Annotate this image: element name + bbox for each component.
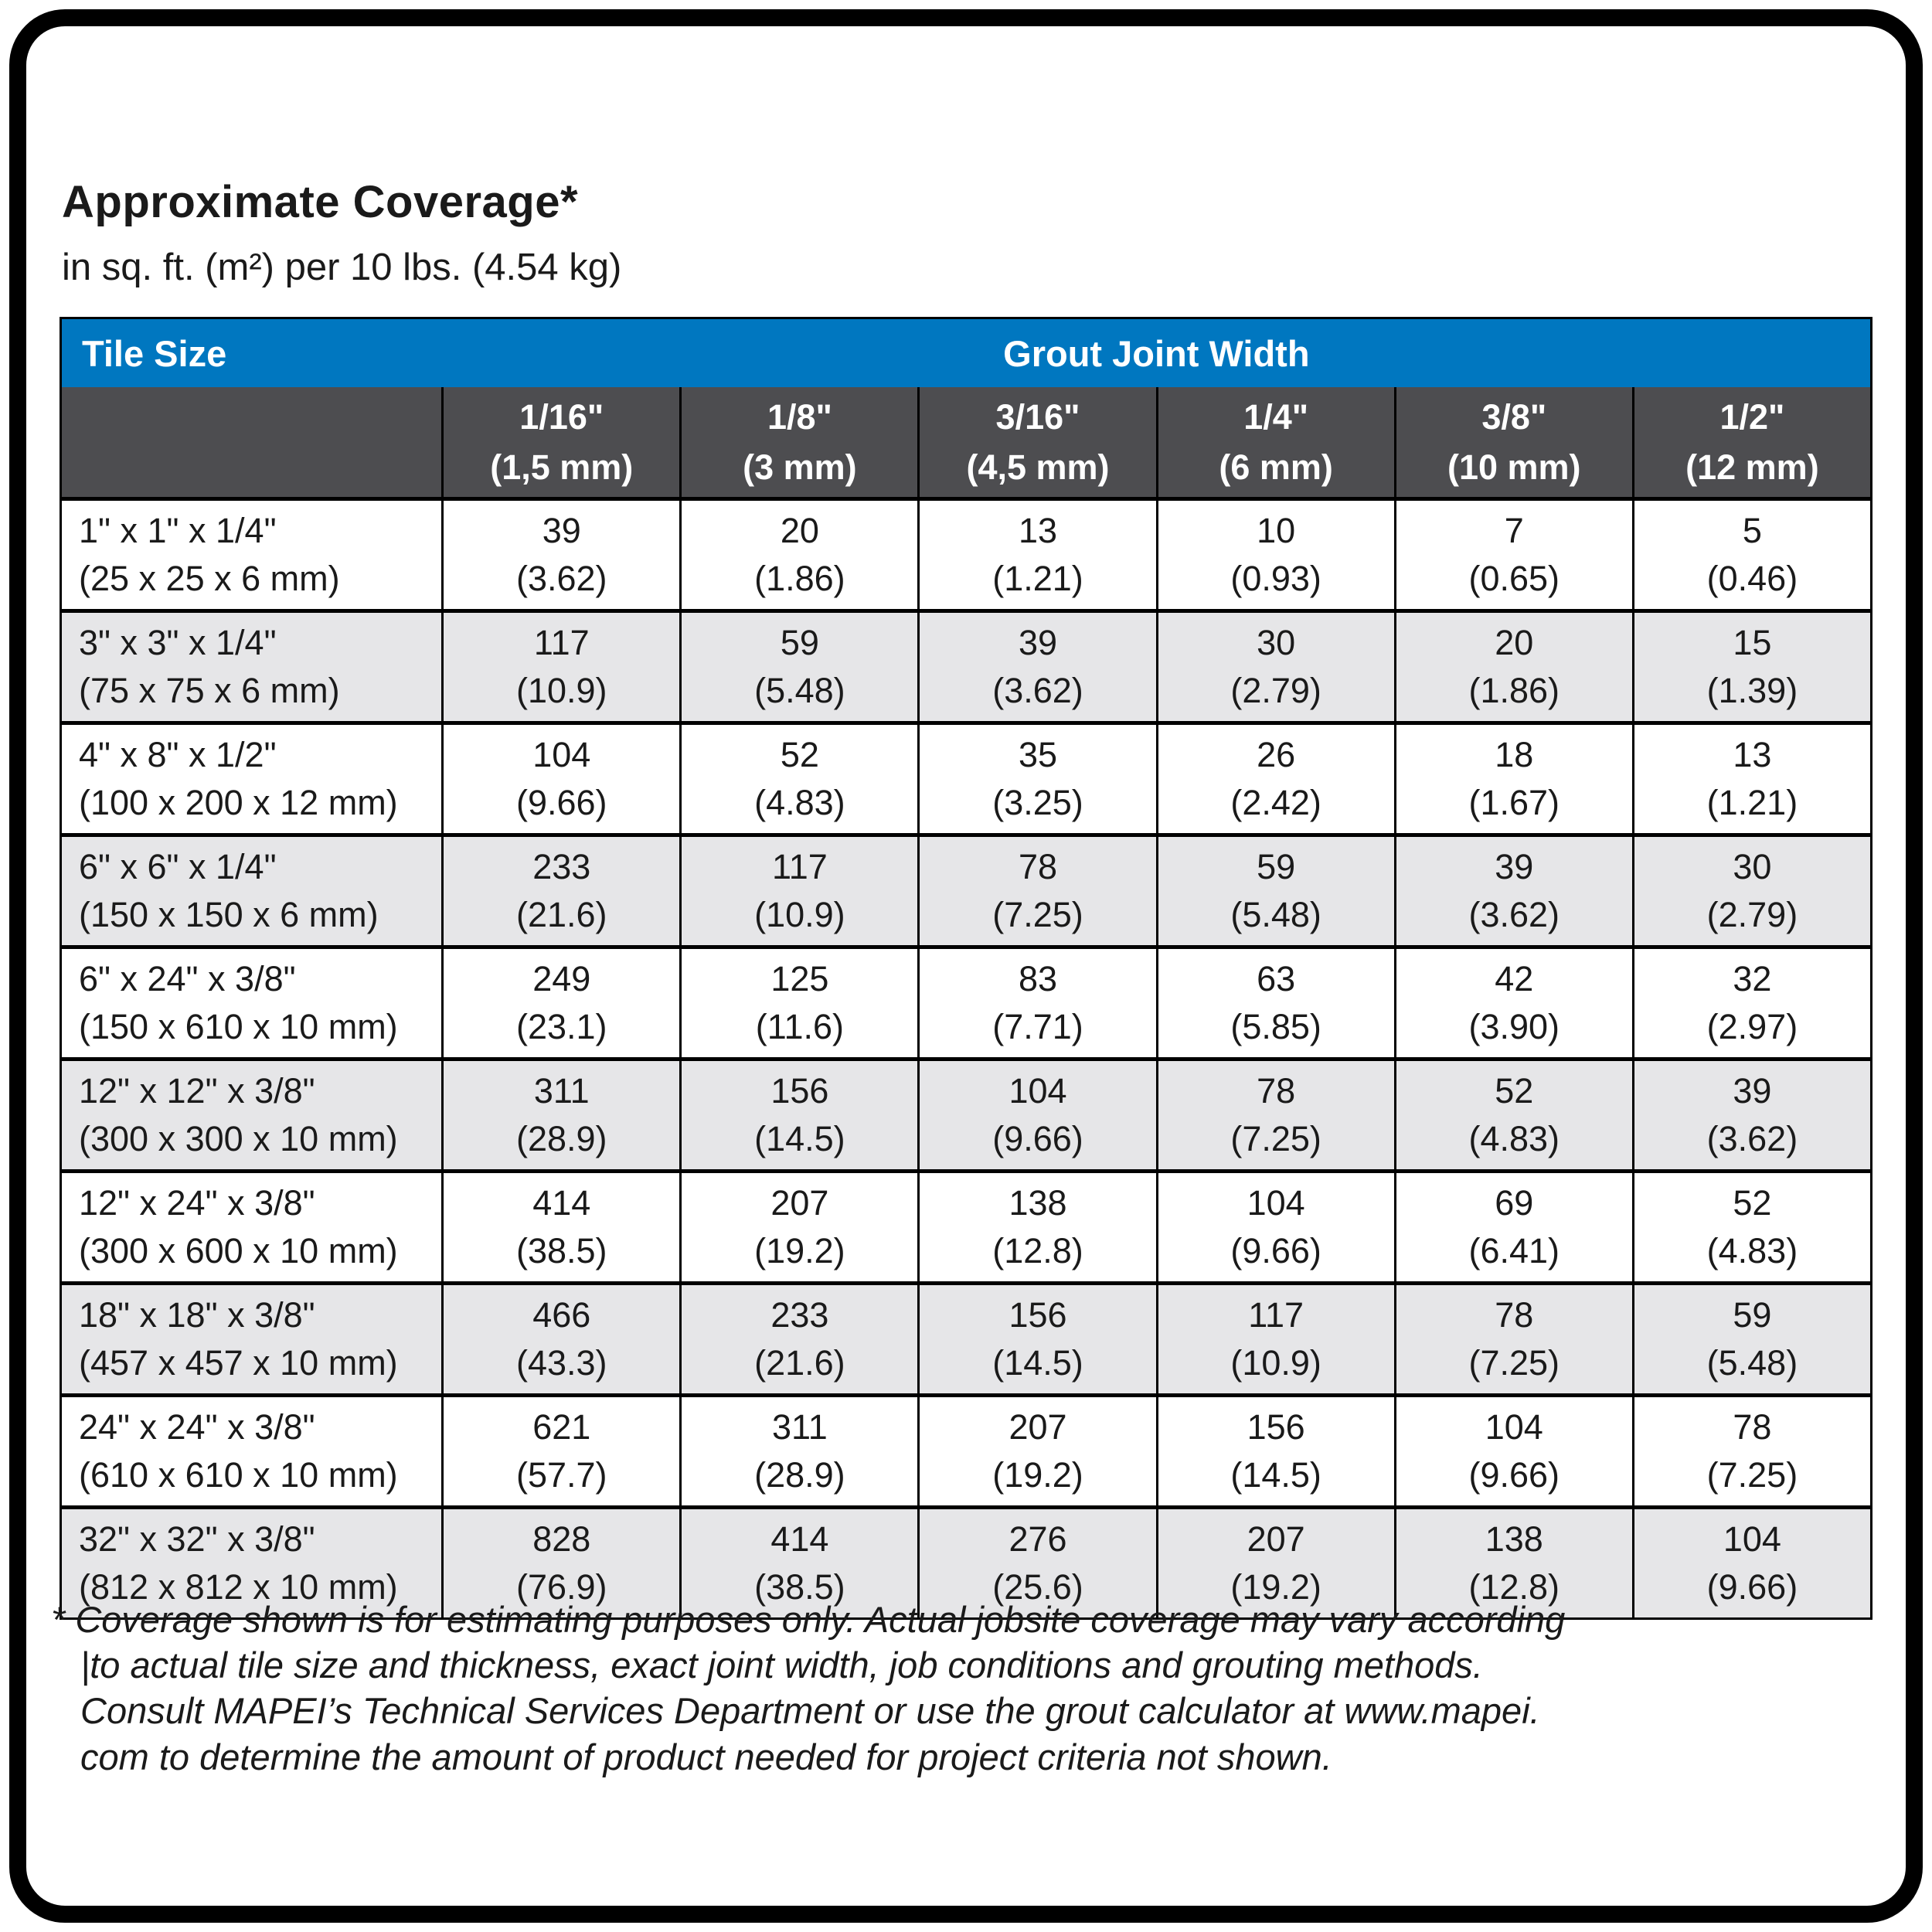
coverage-cell: 39 (3.62) <box>1633 1060 1871 1172</box>
joint-width-column-header: 1/8" (3 mm) <box>681 387 919 499</box>
tile-size-header: Tile Size <box>61 318 443 388</box>
coverage-cell: 311 (28.9) <box>443 1060 681 1172</box>
coverage-cell: 39 (3.62) <box>1395 835 1633 947</box>
coverage-cell: 311 (28.9) <box>681 1396 919 1508</box>
coverage-cell: 52 (4.83) <box>1633 1172 1871 1284</box>
coverage-cell: 30 (2.79) <box>1633 835 1871 947</box>
coverage-cell: 138 (12.8) <box>919 1172 1157 1284</box>
coverage-cell: 7 (0.65) <box>1395 499 1633 611</box>
coverage-cell: 52 (4.83) <box>681 723 919 835</box>
tile-size-cell: 24" x 24" x 3/8" (610 x 610 x 10 mm) <box>61 1396 443 1508</box>
table-header-row <box>61 318 1872 388</box>
tile-size-cell: 18" x 18" x 3/8" (457 x 457 x 10 mm) <box>61 1284 443 1396</box>
table-row <box>61 499 1872 611</box>
tile-size-cell: 4" x 8" x 1/2" (100 x 200 x 12 mm) <box>61 723 443 835</box>
tile-size-cell: 32" x 32" x 3/8" (812 x 812 x 10 mm) <box>61 1508 443 1619</box>
coverage-cell: 207 (19.2) <box>1157 1508 1395 1619</box>
coverage-cell: 156 (14.5) <box>681 1060 919 1172</box>
coverage-cell: 42 (3.90) <box>1395 947 1633 1060</box>
joint-width-subheader-row <box>61 387 1872 499</box>
coverage-cell: 39 (3.62) <box>443 499 681 611</box>
coverage-cell: 5 (0.46) <box>1633 499 1871 611</box>
tile-size-cell: 12" x 24" x 3/8" (300 x 600 x 10 mm) <box>61 1172 443 1284</box>
coverage-cell: 32 (2.97) <box>1633 947 1871 1060</box>
table-row <box>61 1172 1872 1284</box>
coverage-cell: 78 (7.25) <box>919 835 1157 947</box>
coverage-cell: 156 (14.5) <box>1157 1396 1395 1508</box>
coverage-cell: 414 (38.5) <box>681 1508 919 1619</box>
coverage-cell: 15 (1.39) <box>1633 611 1871 723</box>
tile-size-cell: 6" x 6" x 1/4" (150 x 150 x 6 mm) <box>61 835 443 947</box>
joint-width-column-header: 1/16" (1,5 mm) <box>443 387 681 499</box>
coverage-cell: 78 (7.25) <box>1157 1060 1395 1172</box>
coverage-cell: 26 (2.42) <box>1157 723 1395 835</box>
coverage-cell: 104 (9.66) <box>1633 1508 1871 1619</box>
coverage-table <box>60 317 1872 1620</box>
coverage-cell: 39 (3.62) <box>919 611 1157 723</box>
coverage-cell: 233 (21.6) <box>443 835 681 947</box>
coverage-cell: 18 (1.67) <box>1395 723 1633 835</box>
table-row <box>61 835 1872 947</box>
joint-width-column-header: 1/4" (6 mm) <box>1157 387 1395 499</box>
footnote-line: |to actual tile size and thickness, exact joint width, job conditions and grouting methods. <box>80 1645 1483 1686</box>
grout-joint-width-header: Grout Joint Width <box>443 318 1872 388</box>
coverage-cell: 828 (76.9) <box>443 1508 681 1619</box>
coverage-cell: 138 (12.8) <box>1395 1508 1633 1619</box>
coverage-cell: 125 (11.6) <box>681 947 919 1060</box>
coverage-cell: 20 (1.86) <box>681 499 919 611</box>
tile-size-cell: 6" x 24" x 3/8" (150 x 610 x 10 mm) <box>61 947 443 1060</box>
table-row <box>61 611 1872 723</box>
table-row <box>61 947 1872 1060</box>
coverage-cell: 249 (23.1) <box>443 947 681 1060</box>
coverage-cell: 52 (4.83) <box>1395 1060 1633 1172</box>
coverage-cell: 35 (3.25) <box>919 723 1157 835</box>
tile-size-cell: 1" x 1" x 1/4" (25 x 25 x 6 mm) <box>61 499 443 611</box>
page-subtitle: in sq. ft. (m²) per 10 lbs. (4.54 kg) <box>62 247 622 288</box>
coverage-cell: 59 (5.48) <box>1633 1284 1871 1396</box>
table-row <box>61 1060 1872 1172</box>
joint-width-column-header: 3/16" (4,5 mm) <box>919 387 1157 499</box>
coverage-cell: 63 (5.85) <box>1157 947 1395 1060</box>
tile-size-cell: 12" x 12" x 3/8" (300 x 300 x 10 mm) <box>61 1060 443 1172</box>
coverage-cell: 117 (10.9) <box>1157 1284 1395 1396</box>
coverage-cell: 13 (1.21) <box>919 499 1157 611</box>
coverage-cell: 117 (10.9) <box>443 611 681 723</box>
empty-corner-cell <box>61 387 443 499</box>
coverage-cell: 59 (5.48) <box>681 611 919 723</box>
coverage-cell: 207 (19.2) <box>919 1396 1157 1508</box>
coverage-cell: 104 (9.66) <box>1395 1396 1633 1508</box>
footnote <box>51 1597 1898 1780</box>
joint-width-column-header: 1/2" (12 mm) <box>1633 387 1871 499</box>
coverage-cell: 207 (19.2) <box>681 1172 919 1284</box>
coverage-cell: 621 (57.7) <box>443 1396 681 1508</box>
coverage-cell: 117 (10.9) <box>681 835 919 947</box>
coverage-cell: 13 (1.21) <box>1633 723 1871 835</box>
coverage-cell: 10 (0.93) <box>1157 499 1395 611</box>
tile-size-cell: 3" x 3" x 1/4" (75 x 75 x 6 mm) <box>61 611 443 723</box>
coverage-cell: 104 (9.66) <box>919 1060 1157 1172</box>
coverage-cell: 104 (9.66) <box>1157 1172 1395 1284</box>
coverage-cell: 78 (7.25) <box>1395 1284 1633 1396</box>
coverage-cell: 276 (25.6) <box>919 1508 1157 1619</box>
coverage-cell: 59 (5.48) <box>1157 835 1395 947</box>
coverage-cell: 104 (9.66) <box>443 723 681 835</box>
joint-width-column-header: 3/8" (10 mm) <box>1395 387 1633 499</box>
coverage-cell: 78 (7.25) <box>1633 1396 1871 1508</box>
coverage-cell: 83 (7.71) <box>919 947 1157 1060</box>
footnote-line: com to determine the amount of product needed for project criteria not shown. <box>80 1736 1332 1777</box>
coverage-cell: 69 (6.41) <box>1395 1172 1633 1284</box>
coverage-cell: 30 (2.79) <box>1157 611 1395 723</box>
page-title: Approximate Coverage* <box>62 177 579 227</box>
table-row <box>61 723 1872 835</box>
coverage-cell: 466 (43.3) <box>443 1284 681 1396</box>
coverage-cell: 156 (14.5) <box>919 1284 1157 1396</box>
coverage-cell: 414 (38.5) <box>443 1172 681 1284</box>
coverage-cell: 233 (21.6) <box>681 1284 919 1396</box>
table-row <box>61 1284 1872 1396</box>
footnote-line: * Coverage shown is for estimating purposes only. Actual jobsite coverage may vary according <box>51 1599 1566 1640</box>
coverage-cell: 20 (1.86) <box>1395 611 1633 723</box>
footnote-line: Consult MAPEI’s Technical Services Department or use the grout calculator at www.mapei. <box>80 1690 1540 1732</box>
table-row <box>61 1396 1872 1508</box>
